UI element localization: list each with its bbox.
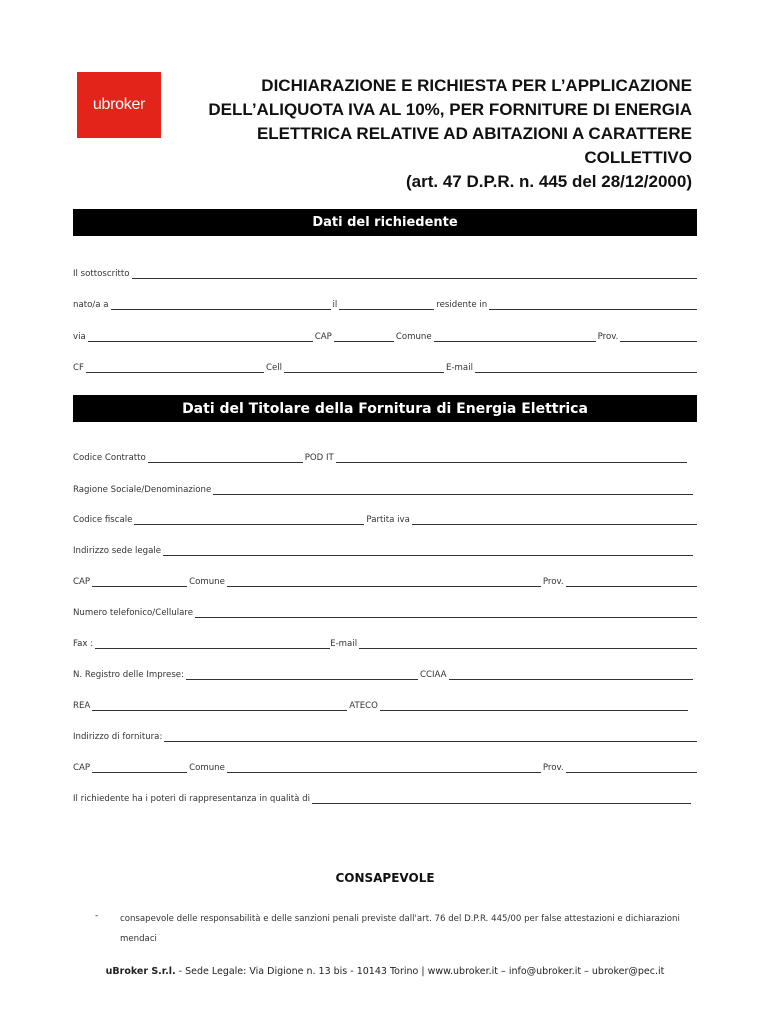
field-row-telefono — [73, 607, 697, 619]
input-residenza[interactable] — [489, 299, 697, 310]
section-heading-richiedente: Dati del richiedente — [73, 209, 697, 236]
input-cap-fornitura[interactable] — [92, 762, 187, 773]
label-rea: REA — [73, 701, 91, 711]
label-sottoscritto: Il sottoscritto — [73, 269, 130, 279]
label-cap: CAP — [73, 577, 91, 587]
input-fax[interactable] — [95, 638, 330, 649]
field-row-fiscale — [73, 514, 697, 526]
input-codice-contratto[interactable] — [148, 452, 303, 463]
label-il: il — [332, 300, 338, 310]
input-ateco[interactable] — [380, 700, 688, 711]
input-cap[interactable] — [334, 331, 394, 342]
footer-details: - Sede Legale: Via Digione n. 13 bis - 10143 Torino | www.ubroker.it – info@ubroker.it – ubroker@pec.it — [175, 966, 665, 977]
consapevole-bullet-text: consapevole delle responsabilità e delle sanzioni penali previste dall'art. 76 del D.P.R. 445/00 per false attestazioni e dichiarazioni mendaci — [120, 914, 680, 944]
input-cf[interactable] — [86, 362, 264, 373]
label-codice-fiscale: Codice fiscale — [73, 515, 133, 525]
input-nato-a[interactable] — [111, 299, 331, 310]
input-qualita[interactable] — [312, 793, 691, 804]
bullet-marker: - — [95, 911, 99, 921]
logo-text: ubroker — [92, 96, 146, 113]
field-row-sede — [73, 545, 697, 557]
field-row-registro — [73, 669, 697, 681]
label-indirizzo-fornitura: Indirizzo di fornitura: — [73, 732, 163, 742]
input-sottoscritto[interactable] — [132, 268, 697, 279]
input-cell[interactable] — [284, 362, 444, 373]
input-codice-fiscale[interactable] — [134, 514, 364, 525]
field-row-contatti — [73, 362, 697, 374]
field-row-sottoscritto — [73, 268, 697, 280]
field-row-fax-email — [73, 638, 697, 650]
input-email[interactable] — [359, 638, 697, 649]
label-partita-iva: Partita iva — [366, 515, 410, 525]
label-registro-imprese: N. Registro delle Imprese: — [73, 670, 184, 680]
document-title — [172, 74, 692, 194]
input-ragione-sociale[interactable] — [213, 484, 693, 495]
title-line: (art. 47 D.P.R. n. 445 del 28/12/2000) — [405, 172, 692, 191]
label-telefono: Numero telefonico/Cellulare — [73, 608, 193, 618]
input-data-nascita[interactable] — [339, 299, 434, 310]
field-row-ragione-sociale — [73, 484, 697, 496]
label-comune: Comune — [189, 577, 225, 587]
label-pod: POD IT — [304, 453, 334, 463]
input-partita-iva[interactable] — [412, 514, 697, 525]
label-cf: CF — [73, 363, 84, 373]
title-line: DICHIARAZIONE E RICHIESTA PER L’APPLICAZIONE — [261, 76, 692, 95]
label-poteri-rappresentanza: Il richiedente ha i poteri di rappresentanza in qualità di — [73, 794, 311, 804]
label-codice-contratto: Codice Contratto — [73, 453, 146, 463]
field-row-rea — [73, 700, 697, 712]
input-comune[interactable] — [434, 331, 596, 342]
label-email: E-mail — [330, 639, 358, 649]
footer-company: uBroker S.r.l. — [105, 966, 176, 977]
field-row-nascita — [73, 299, 697, 311]
label-residente: residente in — [436, 300, 488, 310]
input-email[interactable] — [475, 362, 697, 373]
title-line: DELL’ALIQUOTA IVA AL 10%, PER FORNITURE DI ENERGIA — [208, 100, 692, 119]
input-via[interactable] — [88, 331, 313, 342]
input-pod[interactable] — [336, 452, 687, 463]
input-telefono[interactable] — [195, 607, 697, 618]
footer — [0, 966, 770, 977]
field-row-localita-fornitura — [73, 762, 697, 774]
input-prov[interactable] — [566, 576, 697, 587]
label-fax: Fax : — [73, 639, 94, 649]
label-ateco: ATECO — [349, 701, 378, 711]
field-row-localita — [73, 576, 697, 588]
input-comune-fornitura[interactable] — [227, 762, 541, 773]
label-prov: Prov. — [597, 332, 619, 342]
ubroker-logo — [77, 72, 161, 138]
input-indirizzo-sede[interactable] — [163, 545, 693, 556]
label-cell: Cell — [265, 363, 283, 373]
title-line: COLLETTIVO — [584, 148, 692, 167]
label-cciaa: CCIAA — [419, 670, 447, 680]
input-cap[interactable] — [92, 576, 187, 587]
field-row-fornitura — [73, 731, 697, 743]
label-via: via — [73, 332, 86, 342]
field-row-poteri — [73, 793, 697, 805]
consapevole-heading: CONSAPEVOLE — [335, 871, 435, 885]
field-row-indirizzo — [73, 331, 697, 343]
label-nato-a: nato/a a — [73, 300, 109, 310]
input-indirizzo-fornitura[interactable] — [164, 731, 697, 742]
input-cciaa[interactable] — [449, 669, 693, 680]
section-heading-titolare: Dati del Titolare della Fornitura di Energia Elettrica — [73, 395, 697, 422]
title-line: ELETTRICA RELATIVE AD ABITAZIONI A CARATTERE — [256, 124, 692, 143]
field-row-contratto — [73, 452, 697, 464]
input-registro-imprese[interactable] — [186, 669, 418, 680]
label-prov: Prov. — [542, 577, 564, 587]
label-indirizzo-sede: Indirizzo sede legale — [73, 546, 162, 556]
label-cap: CAP — [73, 763, 91, 773]
label-comune: Comune — [395, 332, 432, 342]
input-rea[interactable] — [92, 700, 347, 711]
label-email: E-mail — [446, 363, 473, 373]
label-prov: Prov. — [542, 763, 564, 773]
label-cap: CAP — [314, 332, 332, 342]
input-prov-fornitura[interactable] — [566, 762, 697, 773]
label-ragione-sociale: Ragione Sociale/Denominazione — [73, 485, 212, 495]
input-comune[interactable] — [227, 576, 541, 587]
input-prov[interactable] — [620, 331, 697, 342]
label-comune: Comune — [189, 763, 225, 773]
